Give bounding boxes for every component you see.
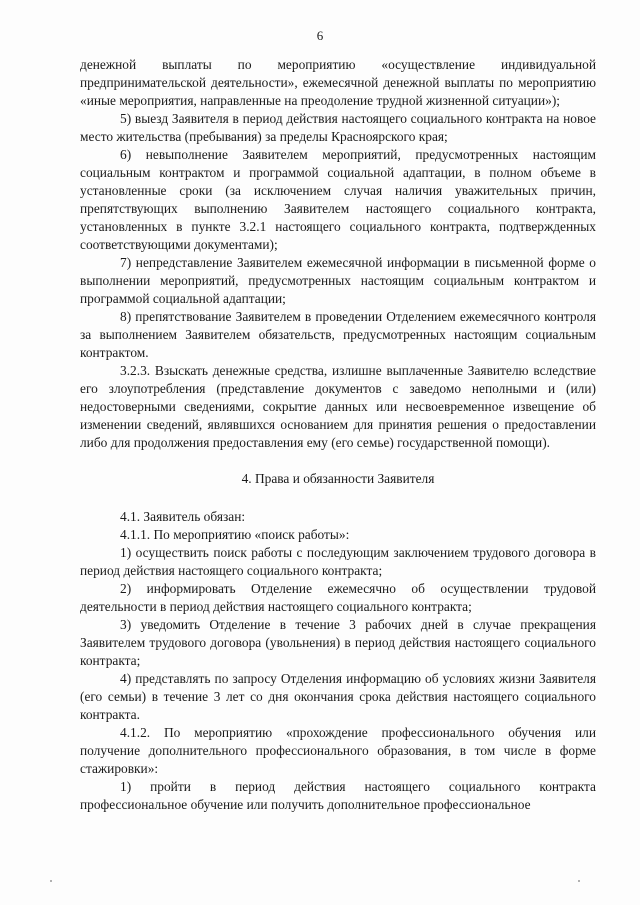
- paragraph-job-item-2: 2) информировать Отделение ежемесячно об осуществлении трудовой деятельности в период действия настоящего социального контракта;: [80, 581, 596, 614]
- page-number: 6: [316, 28, 324, 43]
- paragraph-3-2-3: 3.2.3. Взыскать денежные средства, излишне выплаченные Заявителю вследствие его злоупотребления (представление документов с заведомо неполными и (или) недостоверными сведениями, сокрытие данных или несвоевременное извещение об изменении сведений, являвшихся основанием для принятия решения о предоставлении либо для продолжения предоставления ему (его семье) государственной помощи).: [80, 363, 596, 450]
- paragraph-training-item-1: 1) пройти в период действия настоящего социального контракта профессиональное обучение или получить дополнительное профессиональное: [80, 779, 596, 812]
- scan-speck: [50, 880, 52, 882]
- paragraph-4-1-1: 4.1.1. По мероприятию «поиск работы»:: [120, 527, 350, 542]
- paragraph-4-1-2: 4.1.2. По мероприятию «прохождение профессионального обучения или получение дополнительного профессионального образования, в том числе в форме стажировки»:: [80, 725, 596, 776]
- scan-speck: [578, 880, 580, 882]
- section-heading: 4. Права и обязанности Заявителя: [241, 471, 435, 486]
- paragraph-job-item-1: 1) осуществить поиск работы с последующим заключением трудового договора в период действия настоящего социального контракта;: [80, 545, 596, 578]
- paragraph-item-5: 5) выезд Заявителя в период действия настоящего социального контракта на новое место жительства (пребывания) за пределы Красноярского края;: [80, 111, 596, 144]
- paragraph-4-1: 4.1. Заявитель обязан:: [120, 509, 246, 524]
- paragraph-job-item-3: 3) уведомить Отделение в течение 3 рабочих дней в случае прекращения Заявителем трудового договора (увольнения) в период действия настоящего социального контракта;: [80, 617, 596, 668]
- paragraph-item-6: 6) невыполнение Заявителем мероприятий, предусмотренных настоящим социальным контрактом и программой социальной адаптации, в полном объеме в установленные сроки (за исключением случая наличия уважительных причин, препятствующих выполнению Заявителем настоящего социального контракта, установленных в пункте 3.2.1 настоящего социального контракта, подтвержденных соответствующими документами);: [80, 147, 596, 252]
- paragraph-job-item-4: 4) представлять по запросу Отделения информацию об условиях жизни Заявителя (его семьи) в течение 3 лет со дня окончания срока действия настоящего социального контракта.: [80, 671, 596, 722]
- paragraph-item-8: 8) препятствование Заявителем в проведении Отделением ежемесячного контроля за выполнением Заявителем обязательств, предусмотренных настоящим социальным контрактом.: [80, 309, 596, 360]
- paragraph-continuation: денежной выплаты по мероприятию «осуществление индивидуальной предпринимательской деятельности», ежемесячной денежной выплаты по мероприятию «иные мероприятия, направленные на преодоление трудной жизненной ситуации»);: [80, 57, 596, 108]
- paragraph-item-7: 7) непредставление Заявителем ежемесячной информации в письменной форме о выполнении мероприятий, предусмотренных настоящим социальным контрактом и программой социальной адаптации;: [80, 255, 596, 306]
